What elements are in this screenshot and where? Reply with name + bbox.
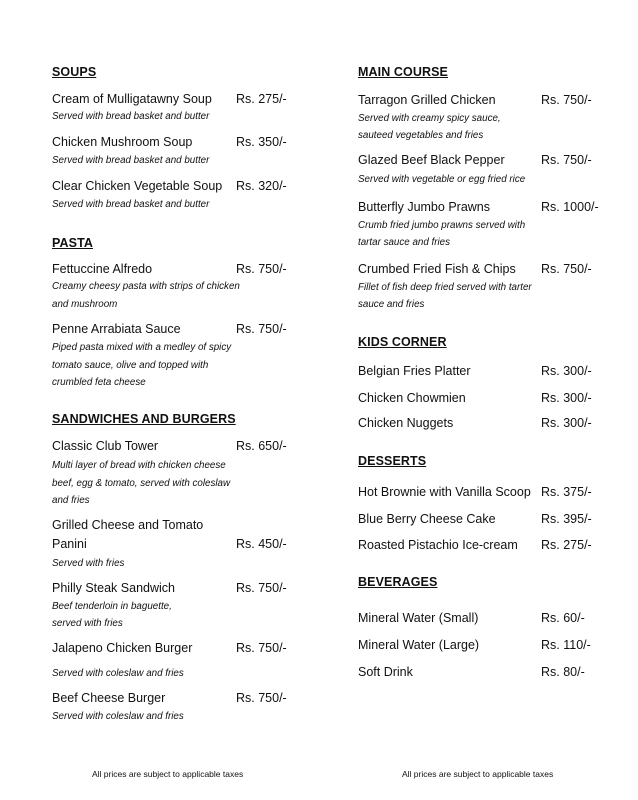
menu-item-price: Rs. 300/-: [541, 364, 592, 378]
menu-item-price: Rs. 750/-: [541, 262, 592, 276]
menu-item-desc: Creamy cheesy pasta with strips of chicken: [52, 281, 240, 292]
menu-item-name: Mineral Water (Large): [358, 638, 480, 652]
menu-item-price: Rs. 80/-: [541, 665, 585, 679]
menu-item-desc: Served with coleslaw and fries: [52, 668, 184, 679]
menu-item-name: Grilled Cheese and Tomato: [52, 518, 204, 532]
menu-item-desc: crumbled feta cheese: [52, 377, 146, 388]
menu-item-price: Rs. 750/-: [236, 581, 287, 595]
tax-note-left: All prices are subject to applicable taxes: [92, 769, 244, 779]
menu-item-price: Rs. 300/-: [541, 416, 592, 430]
menu-item-price: Rs. 750/-: [541, 93, 592, 107]
menu-item-name: Fettuccine Alfredo: [52, 262, 153, 276]
menu-item-name: Chicken Chowmien: [358, 391, 466, 405]
menu-item-price: Rs. 275/-: [236, 92, 287, 106]
desserts-heading: DESSERTS: [358, 454, 427, 468]
menu-item-desc: Crumb fried jumbo prawns served with: [358, 220, 526, 231]
menu-item-name: Glazed Beef Black Pepper: [358, 153, 505, 167]
menu-item-price: Rs. 395/-: [541, 512, 592, 526]
menu-item-price: Rs. 650/-: [236, 439, 287, 453]
menu-item-desc: and mushroom: [52, 299, 118, 310]
menu-item-price: Rs. 275/-: [541, 538, 592, 552]
menu-item-price: Rs. 320/-: [236, 179, 287, 193]
menu-item-name: Classic Club Tower: [52, 439, 159, 453]
menu-item-desc: Served with vegetable or egg fried rice: [358, 174, 526, 185]
kids-corner-heading: KIDS CORNER: [358, 335, 447, 349]
menu-item-price: Rs. 375/-: [541, 485, 592, 499]
menu-item-desc: sauce and fries: [358, 299, 425, 310]
main-course-heading: MAIN COURSE: [358, 65, 448, 79]
menu-item-desc: Beef tenderloin in baguette,: [52, 601, 172, 612]
menu-item-name: Jalapeno Chicken Burger: [52, 641, 193, 655]
menu-item-desc: Piped pasta mixed with a medley of spicy: [52, 342, 232, 353]
beverages-heading: BEVERAGES: [358, 575, 438, 589]
menu-item-price: Rs. 750/-: [541, 153, 592, 167]
menu-item-name: Chicken Nuggets: [358, 416, 454, 430]
menu-item-name: Hot Brownie with Vanilla Scoop: [358, 485, 531, 499]
menu-item-price: Rs. 750/-: [236, 322, 287, 336]
menu-item-desc: Multi layer of bread with chicken cheese: [52, 460, 226, 471]
menu-item-price: Rs. 300/-: [541, 391, 592, 405]
menu-item-name: Blue Berry Cheese Cake: [358, 512, 496, 526]
menu-item-name: Penne Arrabiata Sauce: [52, 322, 181, 336]
menu-item-name: Mineral Water (Small): [358, 611, 479, 625]
menu-item-price: Rs. 450/-: [236, 537, 287, 551]
sandwiches-heading: SANDWICHES AND BURGERS: [52, 412, 236, 426]
menu-item-name: Clear Chicken Vegetable Soup: [52, 179, 223, 193]
menu-item-price: Rs. 1000/-: [541, 200, 599, 214]
menu-item-price: Rs. 350/-: [236, 135, 287, 149]
menu-item-desc: and fries: [52, 495, 90, 506]
menu-item-desc: beef, egg & tomato, served with coleslaw: [52, 478, 231, 489]
menu-item-desc: Served with coleslaw and fries: [52, 711, 184, 722]
menu-item-desc: Served with fries: [52, 558, 125, 569]
menu-item-name: Philly Steak Sandwich: [52, 581, 175, 595]
menu-item-name: Beef Cheese Burger: [52, 691, 166, 705]
menu-item-name: Cream of Mulligatawny Soup: [52, 92, 212, 106]
menu-item-price: Rs. 750/-: [236, 641, 287, 655]
tax-note-right: All prices are subject to applicable taxes: [402, 769, 554, 779]
menu-item-desc: Served with bread basket and butter: [52, 199, 210, 210]
menu-item-desc: Fillet of fish deep fried served with tarter: [358, 282, 532, 293]
menu-item-name: Soft Drink: [358, 665, 413, 679]
menu-item-desc: sauteed vegetables and fries: [358, 130, 484, 141]
menu-item-desc: Served with bread basket and butter: [52, 111, 210, 122]
menu-item-name: Belgian Fries Platter: [358, 364, 471, 378]
pasta-heading: PASTA: [52, 236, 94, 250]
menu-item-name: Panini: [52, 537, 87, 551]
menu-item-price: Rs. 750/-: [236, 262, 287, 276]
menu-item-price: Rs. 60/-: [541, 611, 585, 625]
menu-item-price: Rs. 110/-: [541, 638, 591, 652]
menu-item-name: Tarragon Grilled Chicken: [358, 93, 496, 107]
menu-item-name: Butterfly Jumbo Prawns: [358, 200, 490, 214]
soups-heading: SOUPS: [52, 65, 97, 79]
menu-item-name: Roasted Pistachio Ice-cream: [358, 538, 518, 552]
menu-item-desc: served with fries: [52, 618, 123, 629]
menu-item-name: Chicken Mushroom Soup: [52, 135, 193, 149]
menu-item-desc: tartar sauce and fries: [358, 237, 451, 248]
menu-item-name: Crumbed Fried Fish & Chips: [358, 262, 516, 276]
menu-item-desc: Served with creamy spicy sauce,: [358, 113, 501, 124]
menu-item-price: Rs. 750/-: [236, 691, 287, 705]
menu-item-desc: Served with bread basket and butter: [52, 155, 210, 166]
menu-item-desc: tomato sauce, olive and topped with: [52, 360, 209, 371]
